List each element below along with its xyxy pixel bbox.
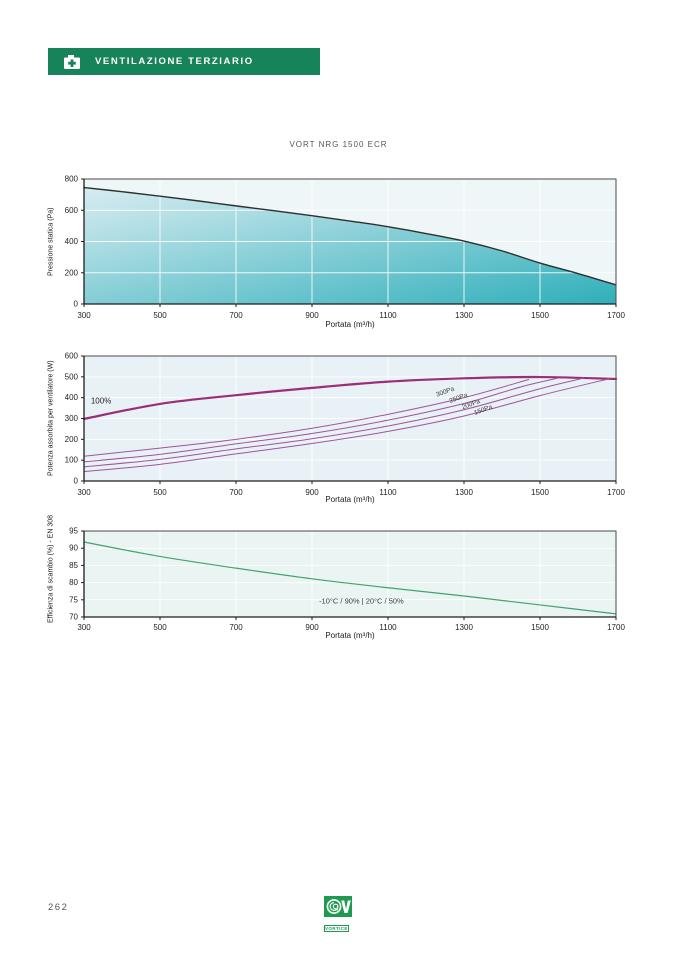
svg-text:300: 300 <box>77 623 91 632</box>
svg-text:700: 700 <box>229 623 243 632</box>
svg-text:250Pa: 250Pa <box>448 391 469 405</box>
svg-text:300: 300 <box>77 488 91 497</box>
svg-text:1700: 1700 <box>607 311 625 320</box>
svg-text:700: 700 <box>229 488 243 497</box>
svg-text:900: 900 <box>305 623 319 632</box>
page-title: VORT NRG 1500 ECR <box>289 140 388 149</box>
power-chart <box>0 347 677 507</box>
svg-text:600: 600 <box>64 205 78 215</box>
svg-text:-10°C / 90% | 20°C / 50%: -10°C / 90% | 20°C / 50% <box>319 596 404 606</box>
vortice-spiral-logo-icon <box>324 896 352 917</box>
efficiency-chart-ylabel: Efficienza di scambio (%) - EN 308 <box>47 514 55 624</box>
svg-text:0: 0 <box>73 476 78 486</box>
svg-text:200: 200 <box>64 268 78 278</box>
svg-text:200Pa: 200Pa <box>461 398 482 412</box>
svg-text:70: 70 <box>69 612 78 622</box>
svg-text:400: 400 <box>64 237 78 246</box>
svg-text:500: 500 <box>153 488 167 497</box>
svg-text:300: 300 <box>77 311 91 320</box>
svg-text:1100: 1100 <box>379 623 397 632</box>
svg-text:500: 500 <box>153 623 167 632</box>
svg-text:500: 500 <box>153 311 167 320</box>
svg-text:900: 900 <box>305 488 319 497</box>
first-aid-case-icon <box>63 54 81 70</box>
svg-text:1500: 1500 <box>531 488 549 497</box>
vortice-logo <box>324 896 352 935</box>
svg-text:1300: 1300 <box>455 311 473 320</box>
svg-text:80: 80 <box>69 578 78 588</box>
svg-text:1300: 1300 <box>455 623 473 632</box>
svg-text:800: 800 <box>64 174 78 184</box>
svg-text:0: 0 <box>73 299 78 309</box>
pressure-chart-ylabel: Pressione statica (Pa) <box>47 207 55 277</box>
svg-text:1100: 1100 <box>379 488 397 497</box>
svg-text:150Pa: 150Pa <box>473 403 494 417</box>
svg-text:300: 300 <box>64 414 78 423</box>
svg-text:85: 85 <box>69 560 78 570</box>
svg-text:100: 100 <box>64 455 78 465</box>
svg-text:200: 200 <box>64 434 78 444</box>
svg-text:1300: 1300 <box>455 488 473 497</box>
svg-text:1500: 1500 <box>531 623 549 632</box>
pressure-chart <box>0 170 677 330</box>
svg-text:95: 95 <box>69 526 78 536</box>
svg-text:1100: 1100 <box>379 311 397 320</box>
efficiency-chart-xlabel: Portata (m³/h) <box>325 631 375 640</box>
svg-text:500: 500 <box>64 372 78 382</box>
svg-text:600: 600 <box>64 351 78 361</box>
svg-text:90: 90 <box>69 543 78 553</box>
svg-text:900: 900 <box>305 311 319 320</box>
page-number: 262 <box>48 902 69 913</box>
svg-text:1700: 1700 <box>607 623 625 632</box>
svg-text:300Pa: 300Pa <box>435 385 456 399</box>
svg-text:400: 400 <box>64 393 78 403</box>
section-banner <box>48 48 320 75</box>
svg-text:700: 700 <box>229 311 243 320</box>
power-chart-ylabel: Potenza assorbita per ventilatore (W) <box>47 360 55 477</box>
power-chart-xlabel: Portata (m³/h) <box>325 495 375 504</box>
svg-text:1500: 1500 <box>531 311 549 320</box>
pressure-chart-xlabel: Portata (m³/h) <box>325 320 375 329</box>
svg-text:75: 75 <box>69 595 78 605</box>
section-banner-label: VENTILAZIONE TERZIARIO <box>95 56 254 67</box>
svg-text:100%: 100% <box>90 396 112 406</box>
svg-text:1700: 1700 <box>607 488 625 497</box>
efficiency-chart <box>0 522 677 642</box>
vortice-logo-text: VORTICE <box>325 926 348 931</box>
